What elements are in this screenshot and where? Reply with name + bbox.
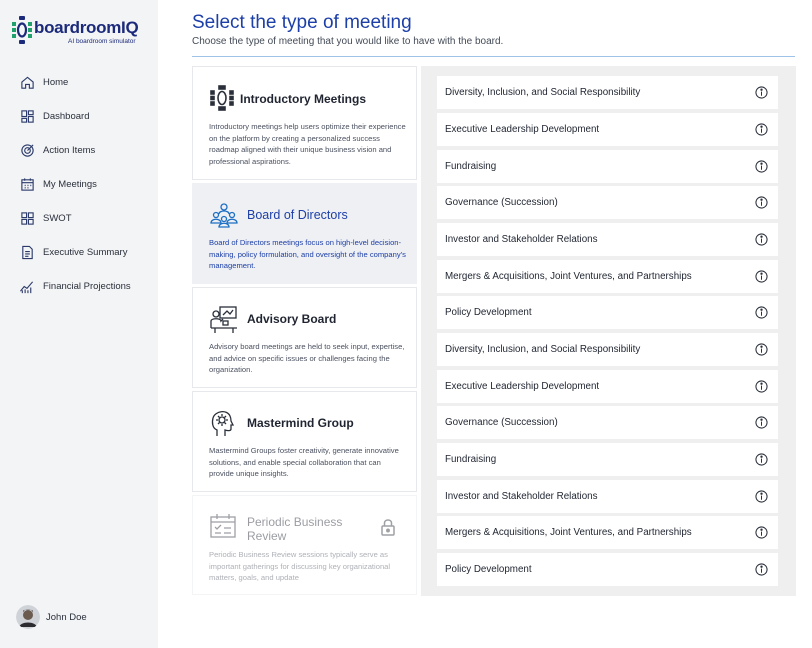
dashboard-icon [17,106,37,126]
topic-label: Investor and Stakeholder Relations [445,491,598,502]
topic-item[interactable] [437,516,778,549]
topic-item[interactable] [437,260,778,293]
meeting-card-title: Introductory Meetings [240,92,367,106]
sidebar-item-executive-summary[interactable] [14,238,150,266]
sidebar [0,0,158,648]
calendar-review-icon [209,512,239,542]
topic-label: Policy Development [445,307,532,318]
user-name: John Doe [46,611,87,623]
topic-label: Diversity, Inclusion, and Social Responsibility [445,87,641,98]
topic-label: Mergers & Acquisitions, Joint Ventures, and Partnerships [445,527,692,538]
topic-label: Governance (Succession) [445,197,558,208]
topic-label: Mergers & Acquisitions, Joint Ventures, and Partnerships [445,271,692,282]
topic-item[interactable] [437,370,778,403]
sidebar-item-my-meetings[interactable] [14,170,150,198]
info-icon[interactable] [755,196,768,209]
meeting-card-board-of-directors[interactable] [192,183,417,284]
avatar [16,605,40,629]
gear-person-icon [209,85,235,111]
topic-label: Fundraising [445,454,497,465]
header-divider [192,56,795,57]
grid-icon [17,208,37,228]
brand-logo[interactable] [10,16,150,46]
target-icon [17,140,37,160]
topic-list [421,66,796,596]
topic-label: Investor and Stakeholder Relations [445,234,598,245]
sidebar-item-label: Executive Summary [43,246,128,258]
user-profile[interactable] [16,605,87,629]
info-icon[interactable] [755,86,768,99]
sidebar-item-financial-projections[interactable] [14,272,150,300]
group-icon [209,200,239,230]
sidebar-item-action-items[interactable] [14,136,150,164]
info-icon[interactable] [755,380,768,393]
sidebar-item-label: Action Items [43,144,96,156]
meeting-card-title: Advisory Board [247,312,337,326]
info-icon[interactable] [755,453,768,466]
topic-item[interactable] [437,480,778,513]
presentation-icon [209,304,239,334]
topic-label: Diversity, Inclusion, and Social Responsibility [445,344,641,355]
sidebar-item-home[interactable] [14,68,150,96]
meeting-card-periodic-business-review[interactable] [192,495,417,595]
topic-item[interactable] [437,296,778,329]
meeting-card-introductory[interactable] [192,66,417,180]
info-icon[interactable] [755,416,768,429]
document-icon [17,242,37,262]
meeting-card-title: Board of Directors [247,208,348,222]
topic-item[interactable] [437,333,778,366]
logo-icon [10,16,34,44]
topic-item[interactable] [437,76,778,109]
info-icon[interactable] [755,343,768,356]
sidebar-item-label: Home [43,76,69,88]
sidebar-item-label: Dashboard [43,110,90,122]
topic-label: Policy Development [445,564,532,575]
info-icon[interactable] [755,563,768,576]
meeting-card-title: Mastermind Group [247,416,354,430]
meeting-card-description: Board of Directors meetings focus on high-level decision-making, policy formulation, and oversight of the company's management. [209,238,406,270]
sidebar-item-swot[interactable] [14,204,150,232]
topic-label: Executive Leadership Development [445,124,600,135]
info-icon[interactable] [755,233,768,246]
topic-item[interactable] [437,150,778,183]
topic-item[interactable] [437,113,778,146]
meeting-card-advisory-board[interactable] [192,287,417,388]
info-icon[interactable] [755,270,768,283]
topic-label: Governance (Succession) [445,417,558,428]
meeting-card-description: Introductory meetings help users optimize their experience on the platform by creating a personalized success roadmap aligned with their unique business vision and professional aspirations. [209,122,406,166]
brand-name: boardroomIQ [34,18,139,37]
info-icon[interactable] [755,526,768,539]
lock-icon [380,518,396,536]
chart-icon [17,276,37,296]
sidebar-item-label: Financial Projections [43,280,131,292]
info-icon[interactable] [755,123,768,136]
meeting-card-description: Periodic Business Review sessions typically serve as important gatherings for discussing key organizational matters, goals, and update [209,550,391,582]
topic-label: Fundraising [445,161,497,172]
calendar-icon [17,174,37,194]
home-icon [17,72,37,92]
info-icon[interactable] [755,490,768,503]
page-subtitle: Choose the type of meeting that you would like to have with the board. [192,36,504,47]
brand-tagline: AI boardroom simulator [68,38,136,45]
topic-item[interactable] [437,223,778,256]
topic-item[interactable] [437,443,778,476]
meeting-card-mastermind-group[interactable] [192,391,417,492]
topic-label: Executive Leadership Development [445,381,600,392]
info-icon[interactable] [755,306,768,319]
sidebar-item-dashboard[interactable] [14,102,150,130]
topic-item[interactable] [437,553,778,586]
head-gear-icon [209,408,237,438]
meeting-card-description: Advisory board meetings are held to seek input, expertise, and advice on specific issues or challenges facing the organization. [209,342,405,374]
meeting-card-description: Mastermind Groups foster creativity, generate innovative solutions, and enable special collaboration that can provide unique insights. [209,446,399,478]
sidebar-item-label: SWOT [43,212,72,224]
topic-item[interactable] [437,406,778,439]
meeting-card-title: Periodic Business Review [247,515,343,543]
info-icon[interactable] [755,160,768,173]
topic-item[interactable] [437,186,778,219]
page-title: Select the type of meeting [192,12,412,33]
sidebar-item-label: My Meetings [43,178,97,190]
